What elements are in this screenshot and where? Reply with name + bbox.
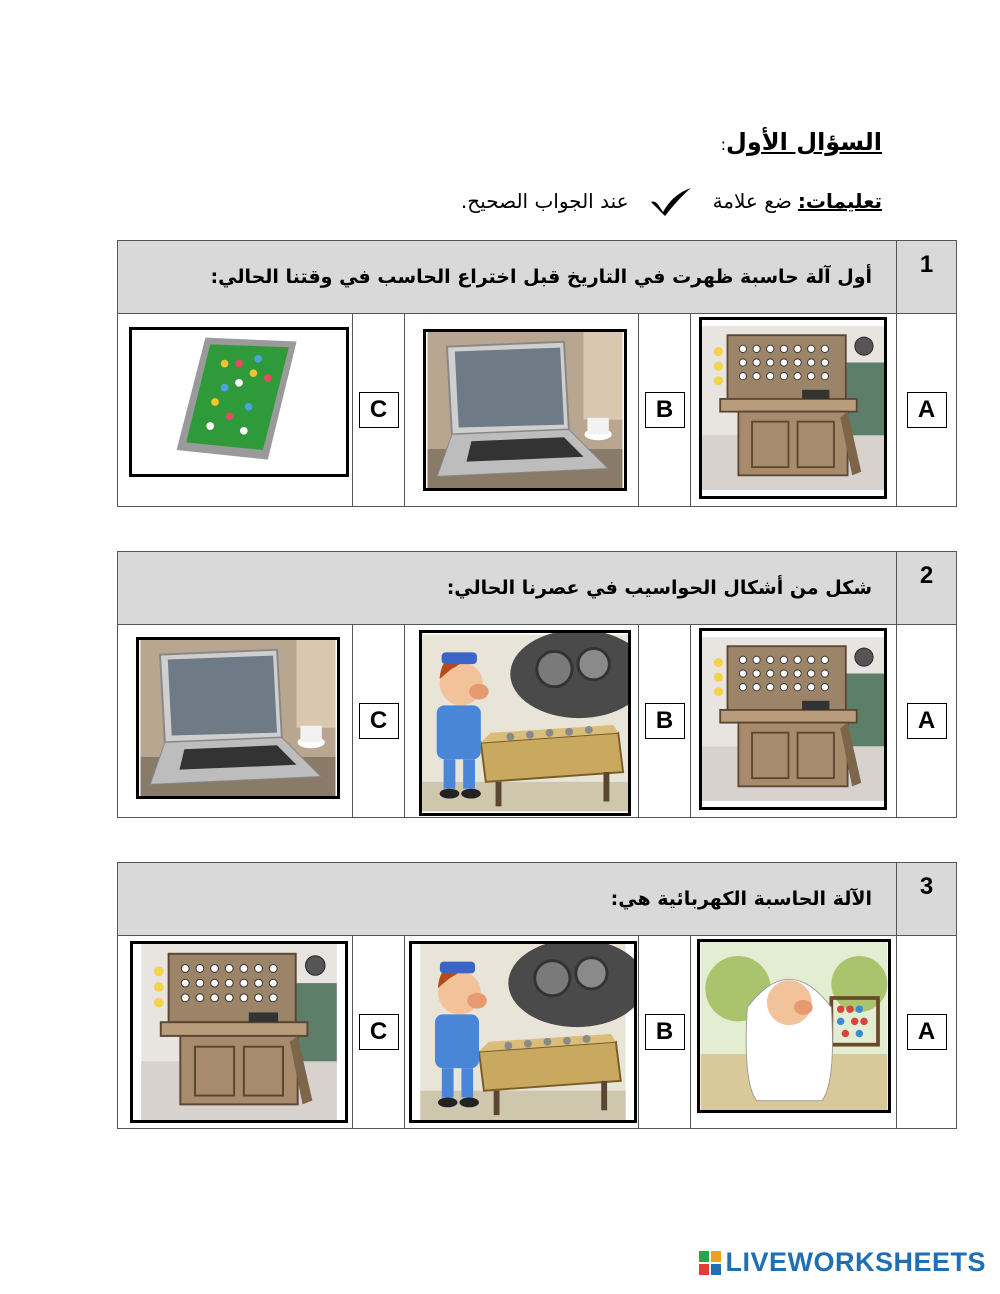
option-c-image-cell[interactable] bbox=[118, 625, 353, 818]
question-title-text: السؤال الأول bbox=[726, 128, 882, 156]
pascal-calculator-image bbox=[419, 630, 631, 816]
option-b-cell[interactable] bbox=[639, 314, 691, 507]
option-c-image-cell[interactable] bbox=[118, 314, 353, 507]
question-3-table bbox=[117, 862, 957, 1129]
option-b-box[interactable]: B bbox=[645, 392, 685, 428]
laptop-image bbox=[136, 637, 340, 799]
option-c-cell[interactable] bbox=[353, 625, 405, 818]
option-c-box[interactable]: C bbox=[359, 392, 399, 428]
option-a-cell[interactable] bbox=[897, 314, 957, 507]
option-a-image-cell[interactable] bbox=[691, 625, 897, 818]
instructions-after: عند الجواب الصحيح. bbox=[460, 189, 629, 213]
question-1-number: 1 bbox=[897, 241, 957, 314]
option-a-box[interactable]: A bbox=[907, 1014, 947, 1050]
question-2-table bbox=[117, 551, 957, 818]
abacus-image bbox=[697, 939, 891, 1113]
option-b-image-cell[interactable] bbox=[405, 936, 639, 1129]
option-a-cell[interactable] bbox=[897, 625, 957, 818]
option-b-box[interactable]: B bbox=[645, 1014, 685, 1050]
question-2-number: 2 bbox=[897, 552, 957, 625]
option-c-box[interactable]: C bbox=[359, 703, 399, 739]
liveworksheets-wordmark: LIVEWORKSHEETS bbox=[725, 1247, 986, 1277]
instructions bbox=[461, 186, 882, 216]
option-b-box[interactable]: B bbox=[645, 703, 685, 739]
question-2-text: شكل من أشكال الحواسيب في عصرنا الحالي: bbox=[118, 552, 897, 625]
question-3-number: 3 bbox=[897, 863, 957, 936]
question-1-table bbox=[117, 240, 957, 507]
option-a-box[interactable]: A bbox=[907, 703, 947, 739]
option-b-image-cell[interactable] bbox=[405, 314, 639, 507]
checkmark-icon bbox=[649, 186, 693, 216]
instructions-before: ضع علامة bbox=[712, 189, 792, 213]
electric-calculator-image bbox=[699, 628, 887, 810]
option-b-cell[interactable] bbox=[639, 936, 691, 1129]
option-a-cell[interactable] bbox=[897, 936, 957, 1129]
option-c-cell[interactable] bbox=[353, 314, 405, 507]
option-b-image-cell[interactable] bbox=[405, 625, 639, 818]
liveworksheets-grid-icon bbox=[699, 1251, 721, 1275]
option-c-image-cell[interactable] bbox=[118, 936, 353, 1129]
question-3-text: الآلة الحاسبة الكهربائية هي: bbox=[118, 863, 897, 936]
option-b-cell[interactable] bbox=[639, 625, 691, 818]
option-c-box[interactable]: C bbox=[359, 1014, 399, 1050]
option-a-box[interactable]: A bbox=[907, 392, 947, 428]
option-a-image-cell[interactable] bbox=[691, 936, 897, 1129]
liveworksheets-logo[interactable] bbox=[699, 1247, 986, 1278]
question-1-text: أول آلة حاسبة ظهرت في التاريخ قبل اختراع الحاسب في وقتنا الحالي: bbox=[118, 241, 897, 314]
tablet-image bbox=[129, 327, 349, 477]
electric-calculator-image bbox=[130, 941, 348, 1123]
title-colon: : bbox=[720, 135, 727, 154]
electric-calculator-image bbox=[699, 317, 887, 499]
option-a-image-cell[interactable] bbox=[691, 314, 897, 507]
laptop-image bbox=[423, 329, 627, 491]
pascal-calculator-image bbox=[409, 941, 637, 1123]
instructions-label: تعليمات: bbox=[797, 189, 882, 213]
question-title bbox=[721, 128, 882, 156]
option-c-cell[interactable] bbox=[353, 936, 405, 1129]
